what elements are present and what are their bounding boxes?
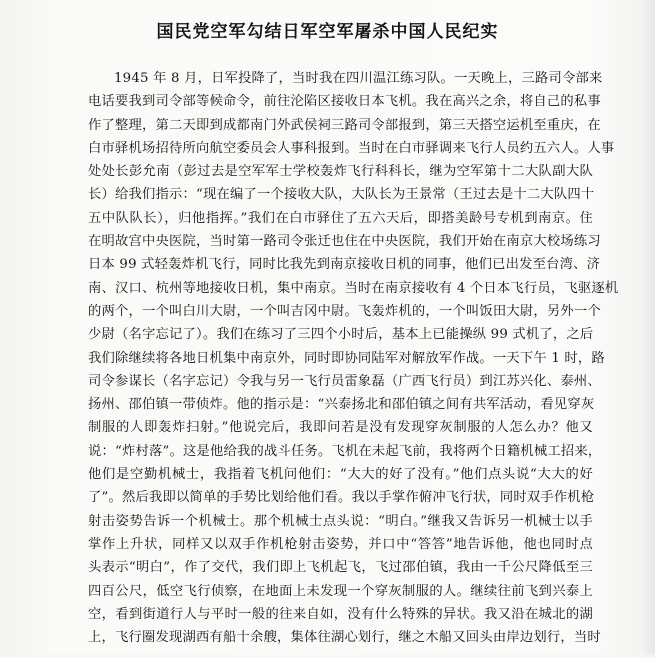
paragraph-line: 制服的人即轰炸扫射。”他说完后，我即问若是没有发现穿灰制服的人怎么办？他又 <box>88 420 593 436</box>
paragraph-line: 扬州、邵伯镇一带侦炸。他的指示是：“兴泰扬北和邵伯镇之间有共军活动，看见穿灰 <box>88 397 595 413</box>
page-edge-shadow <box>641 0 655 658</box>
paragraph-line: 了”。然后我即以简单的手势比划给他们看。我以手掌作俯冲飞行状，同时双手作机枪 <box>88 490 595 506</box>
article-body <box>88 67 619 649</box>
paragraph-line: 的两个，一个叫白川大尉，一个叫吉冈中尉。飞轰炸机的，一个叫饭田大尉，另外一个 <box>88 303 601 319</box>
page-bottom-fade <box>0 652 655 658</box>
paragraph-line: 四百公尺，低空飞行侦察，在地面上未发现一个穿灰制服的人。继续往前飞到兴泰上 <box>88 583 593 599</box>
paragraph-line: 日本 99 式轻轰炸机飞行，同时比我先到南京接收日机的同事，他们已出发至台湾、济 <box>88 257 601 273</box>
paragraph-line: 说：“炸村落”。这是他给我的战斗任务。飞机在未起飞前，我将两个日籍机械工招来， <box>88 443 602 459</box>
paragraph-line: 少尉（名字忘记了）。我们在练习了三四个小时后，基本上已能操纵 99 式机了，之后 <box>88 327 594 343</box>
paragraph-line: 处处长彭允南（彭过去是空军军士学校轰炸飞行科科长，继为空军第十二大队副大队 <box>88 164 593 180</box>
paragraph-line: 白市驿机场招待所向航空委员会人事科报到。当时在白市驿调来飞行人员约五六人。人事 <box>88 140 615 156</box>
paragraph-line: 掌作上升状，同样又以双手作机枪射击姿势，并口中“答答”地告诉他，他也同时点 <box>88 536 593 552</box>
paragraph-line: 上，飞行圈发现湖西有船十余艘，集体往湖心划行，继之木船又回头由岸边划行，当时 <box>88 630 601 646</box>
paragraph-line: 南、汉口、杭州等地接收日机，集中南京。当时在南京接收有 4 个日本飞行员，飞驱逐机 <box>88 280 619 296</box>
paragraph-line: 我们除继续将各地日机集中南京外，同时即协同陆军对解放军作战。一天下午 1 时，路 <box>88 350 605 366</box>
paragraph-line: 他们是空勤机械士，我指着飞机问他们：“大大的好了没有。”他们点头说“大大的好 <box>88 467 593 483</box>
paragraph-line: 司令参谋长（名字忘记）令我与另一飞行员雷象磊（广西飞行员）到江苏兴化、泰州、 <box>88 373 601 389</box>
paragraph-line: 头表示“明白”，作了交代，我们即上飞机起飞，飞过邵伯镇，我由一千公尺降低至三 <box>88 560 593 576</box>
paragraph-line: 电话要我到司令部等候命令，前往沦陷区接收日本飞机。我在高兴之余，将自己的私事 <box>88 94 601 110</box>
paragraph-line: 1945 年 8 月，日军投降了，当时我在四川温江练习队。一天晚上，三路司令部来 <box>114 71 603 86</box>
page-title: 国民党空军勾结日军空军屠杀中国人民纪实 <box>156 22 499 42</box>
paragraph-line: 五中队队长），归他指挥。”我们在白市驿住了五六天后，即搭美龄号专机到南京。住 <box>88 210 593 226</box>
paragraph-line: 长）给我们指示：“现在编了一个接收大队，大队长为王景常（王过去是十二大队四十 <box>88 187 595 203</box>
paragraph-line: 在明故宫中央医院，当时第一路司令张迁也住在中央医院，我们开始在南京大校场练习 <box>88 234 601 250</box>
paragraph-line: 空，看到街道行人与平时一般的往来自如，没有什么特殊的异状。我又沿在城北的湖 <box>88 606 593 622</box>
paragraph-line: 作了整理，第二天即到成都南门外武侯祠三路司令部报到，第三天搭空运机至重庆，在 <box>88 117 601 133</box>
paragraph-line: 射击姿势告诉一个机械士。那个机械士点头说：“明白。”继我又告诉另一机械士以手 <box>88 513 593 529</box>
